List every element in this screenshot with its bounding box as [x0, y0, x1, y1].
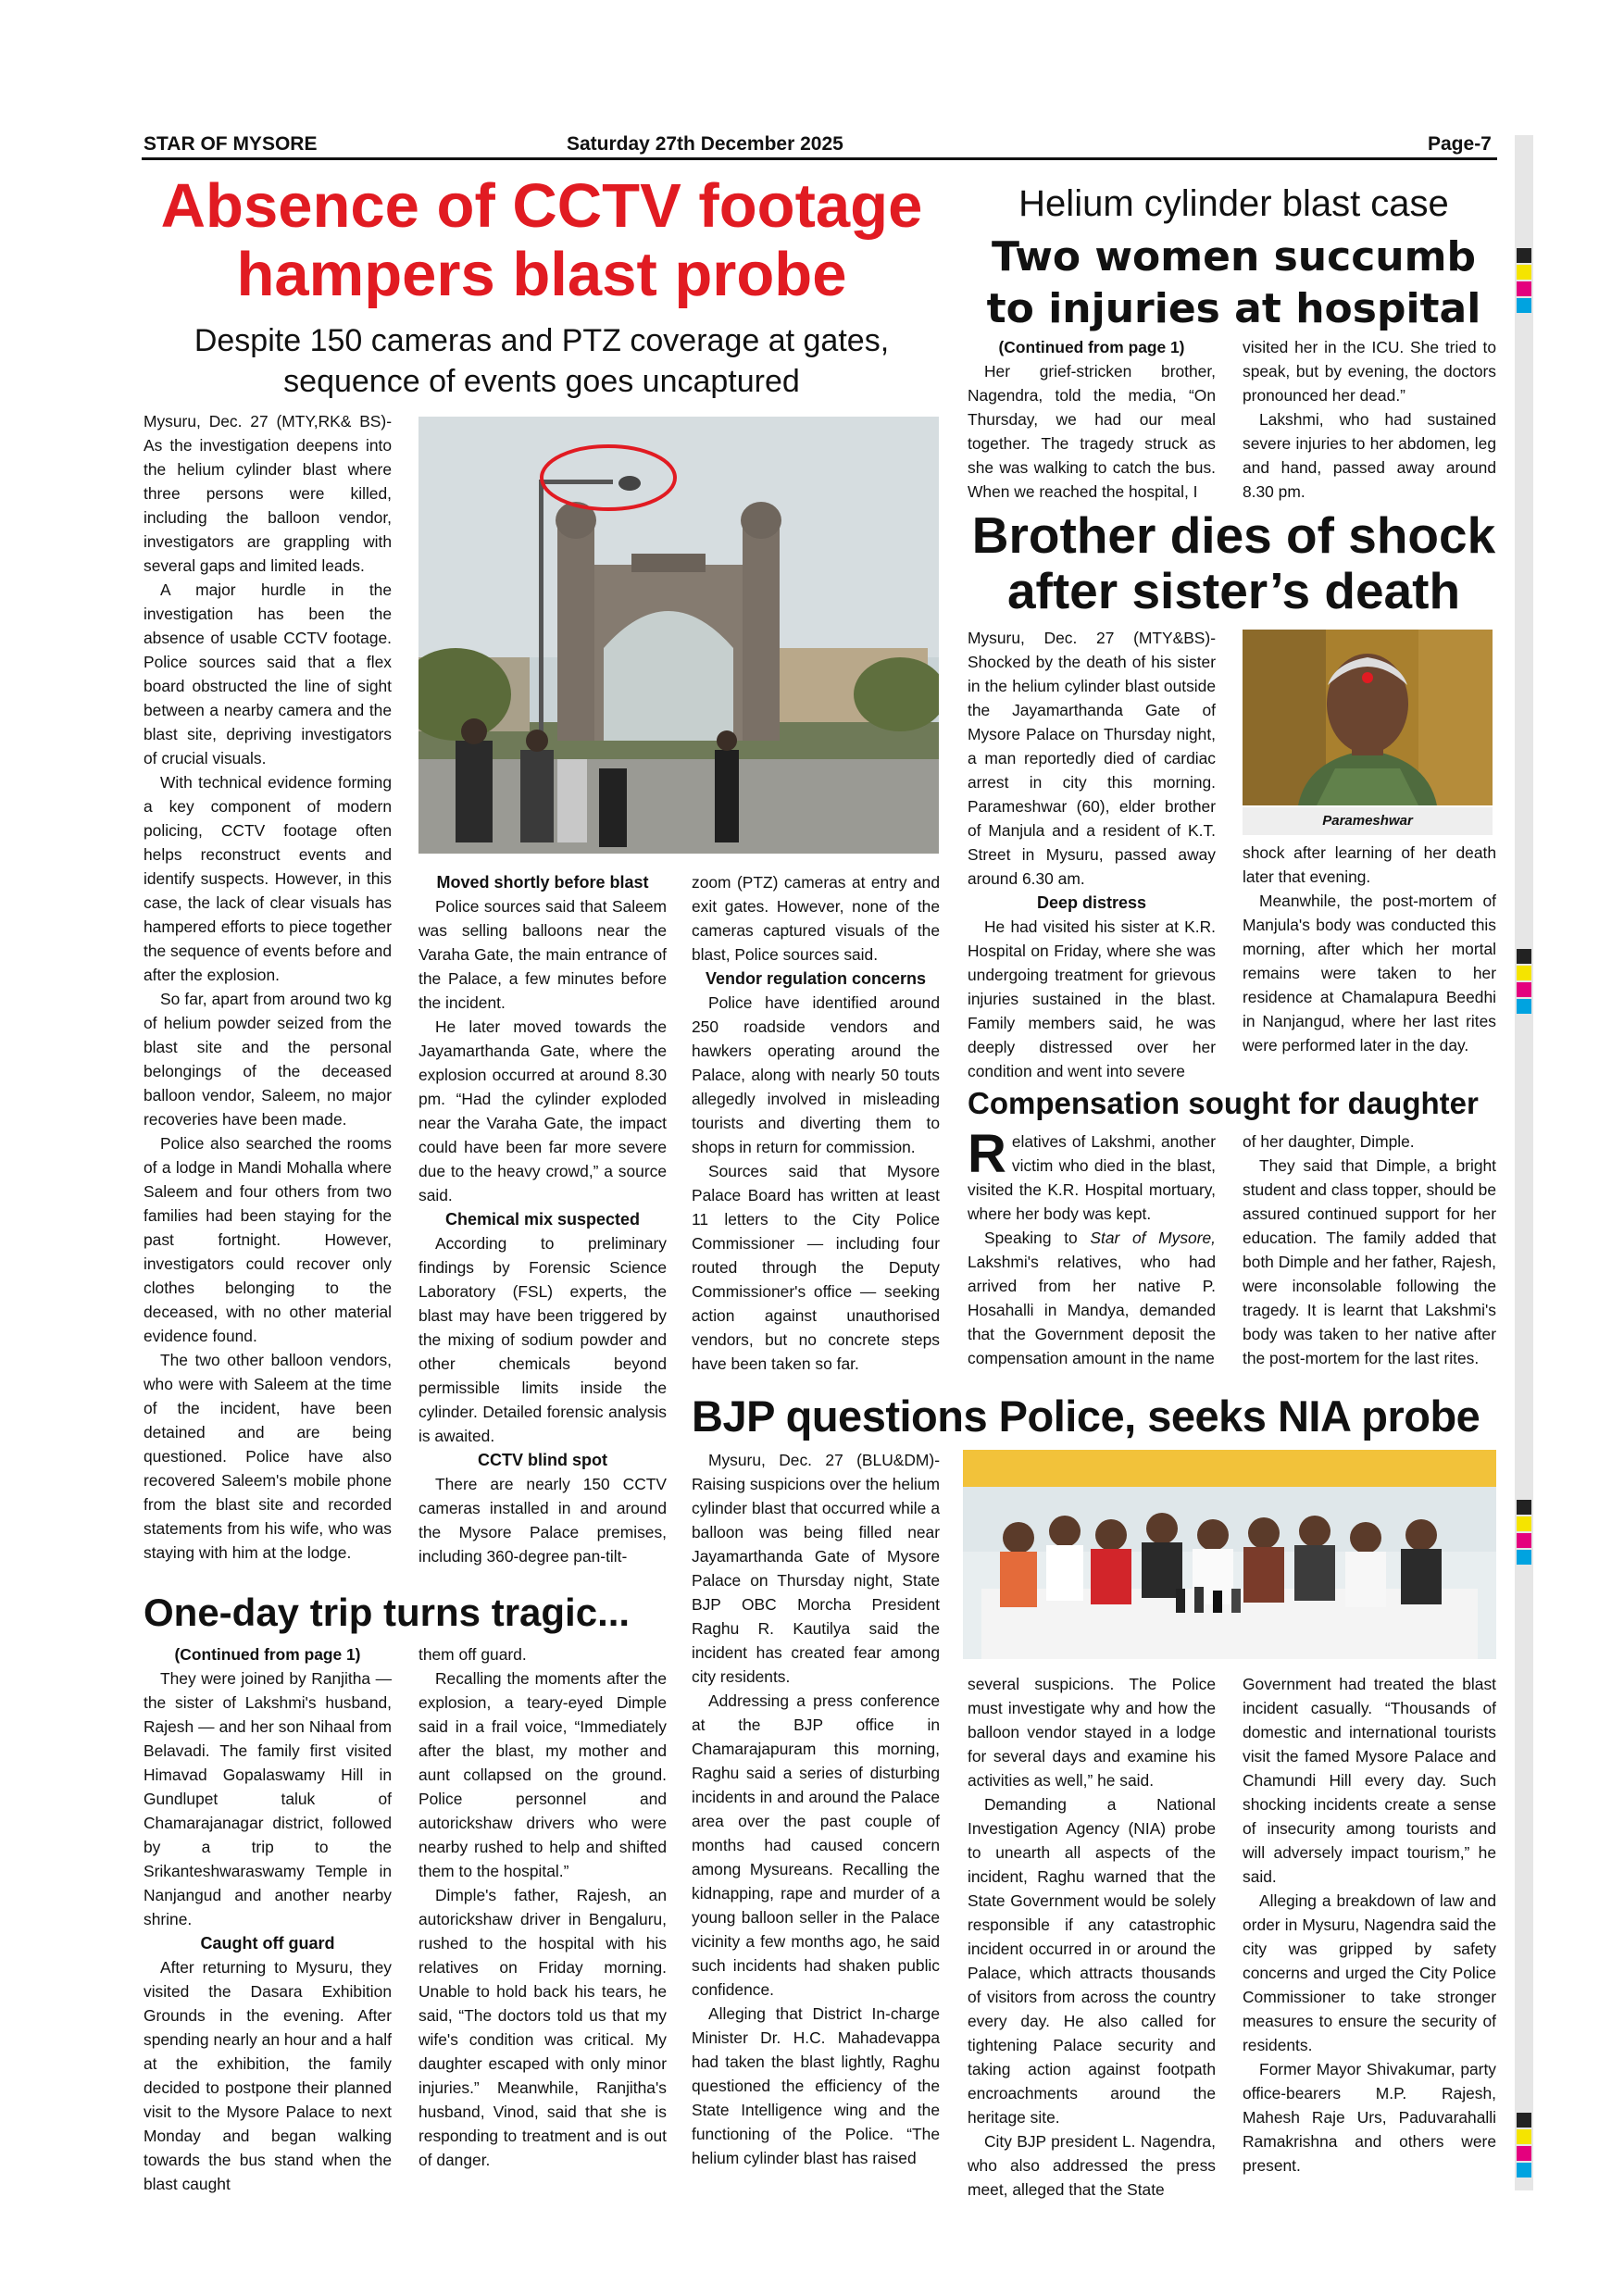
trip-headline: One-day trip turns tragic...: [144, 1591, 631, 1634]
women-column-2: [1243, 335, 1496, 507]
page-number: Page-7: [1428, 133, 1492, 155]
header-rule: [142, 157, 1497, 160]
paragraph-text: elatives of Lakshmi, another victim who died in the blast, visited the K.R. Hospital mortuary, where her body was kept.: [968, 1132, 1216, 1223]
paragraph: zoom (PTZ) cameras at entry and exit gates. However, none of the cameras captured visuals of the blast, Police sources said.: [692, 873, 940, 964]
subhead-caught: Caught off guard: [200, 1934, 335, 1953]
paragraph: The two other balloon vendors, who were with Saleem at the time of the incident, have been detained and are being questioned. Police have also recovered Saleem's mobile phone from the blast site and recorded statements from his wife, who was staying with him at the lodge.: [144, 1351, 392, 1562]
paragraph: Recalling the moments after the explosion, a teary-eyed Dimple said in a frail voice, “Immediately after the blast, my mother and aunt collapsed on the ground. Police personnel and autorickshaw drivers who were nearby rushed to help and shifted them to the hospital.”: [418, 1669, 667, 1880]
issue-date: Saturday 27th December 2025: [567, 133, 843, 155]
cctv-headline-line-1: Absence of CCTV footage: [160, 171, 923, 241]
paragraph: So far, apart from around two kg of helium powder seized from the blast site and the personal belongings of the deceased balloon vendor, Saleem, no major recoveries have been made.: [144, 990, 392, 1129]
registration-mark-black: [1517, 248, 1531, 263]
paragraph: several suspicions. The Police must investigate why and how the balloon vendor stayed in a lodge for several days and examine his activities as well,” he said.: [968, 1675, 1216, 1790]
brother-headline-line-2: after sister’s death: [1006, 562, 1461, 619]
press-meet-photo: [963, 1450, 1496, 1659]
bjp-headline: BJP questions Police, seeks NIA probe: [692, 1391, 1480, 1441]
registration-mark-magenta: [1517, 1533, 1531, 1548]
cctv-column-3: [692, 870, 940, 1398]
compensation-column-2: [1243, 1129, 1496, 1398]
bjp-column-2: [968, 1672, 1216, 2199]
paragraph: Addressing a press conference at the BJP office in Chamarajapuram this morning, Raghu said a series of disturbing incidents in and around the Palace area over the past couple of months had caused concern among Mysureans. Recalling the kidnapping, rape and murder of a young balloon seller in the Palace vicinity a few months ago, he said such incidents had shaken public confidence.: [692, 1691, 940, 1999]
drop-cap: R: [968, 1124, 1006, 1184]
subhead-chemical: Chemical mix suspected: [444, 1210, 641, 1229]
bjp-column-1: [692, 1448, 940, 2179]
paragraph: Former Mayor Shivakumar, party office-bearers M.P. Rajesh, Mahesh Raje Urs, Paduvarahalli Ramakrishna and others were present.: [1243, 2060, 1496, 2175]
brother-headline-line-1: Brother dies of shock: [971, 506, 1496, 564]
women-headline-line-2: to injuries at hospital: [986, 285, 1481, 332]
cctv-headline: [139, 172, 944, 309]
paragraph: Police sources said that Saleem was selling balloons near the Varaha Gate, the main entrance of the Palace, a few minutes before the incident.: [418, 897, 667, 1012]
subhead-distress: Deep distress: [1036, 893, 1147, 912]
registration-mark-black: [1517, 949, 1531, 964]
brother-column-2: [1243, 841, 1496, 1091]
paragraph: Dimple's father, Rajesh, an autorickshaw driver in Bengaluru, rushed to the hospital with his relatives on Friday morning. Unable to hold back his tears, he said, “The doctors told us that my wife's condition was critical. My daughter escaped with only minor injuries.” Meanwhile, Ranjitha's husband, Vinod, said that she is responding to treatment and is out of danger.: [418, 1886, 667, 2169]
registration-mark-black: [1517, 2113, 1531, 2128]
continued-label: (Continued from page 1): [174, 1645, 361, 1664]
cctv-deck-line-1: Despite 150 cameras and PTZ coverage at gates,: [194, 323, 890, 358]
parameshwar-photo: [1243, 630, 1493, 805]
paragraph: Mysuru, Dec. 27 (MTY,RK& BS)- As the investigation deepens into the helium cylinder blast where three persons were killed, including the balloon vendor, investigators are grappling with several gaps and limited leads.: [144, 412, 392, 575]
compensation-headline: Compensation sought for daughter: [968, 1086, 1479, 1120]
women-headline: [968, 231, 1500, 335]
press-meet-image: [963, 1450, 1496, 1659]
paragraph: Government had treated the blast incident casually. “Thousands of domestic and international tourists visit the famed Mysore Palace and Chamundi Hill every day. Such shocking incidents create a sense of insecurity among tourists and will adversely impact tourism,” he said.: [1243, 1675, 1496, 1886]
registration-mark-cyan: [1517, 999, 1531, 1014]
paragraph: There are nearly 150 CCTV cameras installed in and around the Mysore Palace premises, including 360-degree pan-tilt-: [418, 1475, 667, 1566]
paragraph: He later moved towards the Jayamarthanda Gate, where the explosion occurred at around 8.30 pm. “Had the cylinder exploded near the Varaha Gate, the impact could have been far more severe due to the heavy crowd,” a source said.: [418, 1017, 667, 1204]
paragraph: Her grief-stricken brother, Nagendra, told the media, “On Thursday, we had our meal together. The tragedy struck as she was walking to catch the bus. When we reached the hospital, I: [968, 362, 1216, 501]
paragraph: of her daughter, Dimple.: [1243, 1132, 1415, 1151]
palace-gate-photo: [418, 417, 939, 854]
paragraph: Police have identified around 250 roadside vendors and hawkers operating around the Palace, along with nearly 50 touts allegedly involved in misleading tourists and diverting them to shops in return for commission.: [692, 993, 940, 1156]
registration-mark-yellow: [1517, 2129, 1531, 2144]
cctv-headline-line-2: hampers blast probe: [236, 240, 847, 309]
paragraph: Alleging a breakdown of law and order in Mysuru, Nagendra said the city was gripped by safety concerns and urged the City Police Commissioner to take stronger measures to ensure the security of residents.: [1243, 1891, 1496, 2054]
paragraph: With technical evidence forming a key component of modern policing, CCTV footage often helps reconstruct events and identify suspects. However, in this case, the lack of clear visuals has hampered efforts to piece together the sequence of events before and after the explosion.: [144, 773, 392, 984]
paragraph: A major hurdle in the investigation has been the absence of usable CCTV footage. Police sources said that a flex board obstructed the line of sight between a nearby camera and the blast site, depriving investigators of crucial visuals.: [144, 580, 392, 767]
women-headline-line-1: Two women succumb: [992, 233, 1476, 281]
paragraph-text: Lakshmi's relatives, who had arrived from her native P. Hosahalli in Mandya, demanded that the Government deposit the compensation amount in the name: [968, 1253, 1216, 1367]
compensation-column-1: [968, 1124, 1216, 1398]
photo-caption: Parameshwar: [1243, 807, 1493, 835]
registration-mark-cyan: [1517, 2163, 1531, 2177]
paragraph: After returning to Mysuru, they visited the Dasara Exhibition Grounds in the evening. After spending nearly an hour and a half at the exhibition, the family decided to postpone their planned visit to the Mysore Palace to next Monday and began walking towards the bus stand when the blast caught: [144, 1958, 392, 2193]
paragraph: City BJP president L. Nagendra, who also addressed the press meet, alleged that the State: [968, 2132, 1216, 2199]
brother-column-1: [968, 626, 1216, 1089]
paragraph: shock after learning of her death later that evening.: [1243, 843, 1496, 886]
brother-headline: [968, 507, 1500, 618]
paper-name: STAR OF MYSORE: [144, 133, 318, 155]
paragraph: Mysuru, Dec. 27 (BLU&DM)- Raising suspicions over the helium cylinder blast that occurred while a balloon was being filled near Jayamarthanda Gate of Mysore Palace on Thursday night, State BJP OBC Morcha President Raghu R. Kautilya said the incident has created fear among city residents.: [692, 1451, 940, 1686]
bjp-column-3: [1243, 1672, 1496, 2181]
trip-column-2: [418, 1642, 667, 2176]
cctv-column-2: [418, 870, 667, 1602]
helium-kicker: Helium cylinder blast case: [1018, 183, 1449, 224]
paragraph: Police also searched the rooms of a lodge in Mandi Mohalla where Saleem and four others from two families had been staying for the past fortnight. However, investigators could recover only clothes belonging to the deceased, with no other material evidence found.: [144, 1134, 392, 1345]
registration-mark-magenta: [1517, 281, 1531, 296]
registration-mark-magenta: [1517, 2146, 1531, 2161]
cctv-deck-line-2: sequence of events goes uncaptured: [283, 364, 800, 399]
paragraph-text: Speaking to: [984, 1229, 1091, 1247]
subhead-vendor: Vendor regulation concerns: [705, 969, 927, 988]
registration-mark-cyan: [1517, 298, 1531, 313]
paragraph: They were joined by Ranjitha — the sister of Lakshmi's husband, Rajesh — and her son Nihaal from Belavadi. The family first visited Himavad Gopalaswamy Hill in Gundlupet taluk of Chamarajanagar district, followed by a trip to the Srikanteshwaraswamy Temple in Nanjangud and another nearby shrine.: [144, 1669, 392, 1928]
registration-mark-yellow: [1517, 966, 1531, 980]
paragraph: Alleging that District In-charge Minister Dr. H.C. Mahadevappa had taken the blast lightly, Raghu questioned the efficiency of the State Intelligence wing and the functioning of the Police. “The helium cylinder blast has raised: [692, 2004, 940, 2167]
portrait-image: [1243, 630, 1493, 805]
registration-mark-cyan: [1517, 1550, 1531, 1565]
registration-mark-black: [1517, 1500, 1531, 1515]
palace-gate-image: [418, 417, 939, 854]
registration-mark-magenta: [1517, 982, 1531, 997]
registration-strip: [1515, 135, 1533, 2190]
paragraph: visited her in the ICU. She tried to speak, but by evening, the doctors pronounced her dead.”: [1243, 338, 1496, 405]
paragraph: He had visited his sister at K.R. Hospital on Friday, where she was undergoing treatment for grievous injuries sustained in the blast. Family members said, he was deeply distressed over her condition and went into severe: [968, 917, 1216, 1080]
paragraph: Sources said that Mysore Palace Board has written at least 11 letters to the City Police Commissioner — including four routed through the Deputy Commissioner's office — seeking action against unauthorised vendors, but no concrete steps have been taken so far.: [692, 1162, 940, 1373]
paragraph: Meanwhile, the post-mortem of Manjula's body was conducted this morning, after which her mortal remains were taken to her residence at Chamalapura Beedhi in Nanjangud, where her last rites were performed later in the day.: [1243, 892, 1496, 1054]
paragraph: Mysuru, Dec. 27 (MTY&BS)- Shocked by the death of his sister in the helium cylinder blast outside the Jayamarthanda Gate of Mysore Palace on Thursday night, a man reportedly died of cardiac arrest in city this morning. Parameshwar (60), elder brother of Manjula and a resident of K.T. Street in Mysuru, passed away around 6.30 am.: [968, 629, 1216, 888]
subhead-cctv: CCTV blind spot: [478, 1451, 607, 1469]
registration-mark-yellow: [1517, 265, 1531, 280]
paragraph: Lakshmi, who had sustained severe injuries to her abdomen, leg and hand, passed away around 8.30 pm.: [1243, 410, 1496, 501]
paragraph: According to preliminary findings by Forensic Science Laboratory (FSL) experts, the blast may have been triggered by the mixing of sodium powder and other chemicals beyond permissible limits inside the cylinder. Detailed forensic analysis is awaited.: [418, 1234, 667, 1445]
continued-label: (Continued from page 1): [998, 338, 1185, 356]
trip-column-1: [144, 1642, 392, 2193]
cctv-deck: [139, 320, 944, 402]
cctv-column-1: [144, 409, 392, 1594]
subhead-moved: Moved shortly before blast: [436, 873, 649, 892]
newspaper-name: Star of Mysore,: [1090, 1229, 1216, 1247]
paragraph: Demanding a National Investigation Agency (NIA) probe to unearth all aspects of the incident, Raghu warned that the State Government would be solely responsible if any catastrophic incident occurred in or around the Palace, which attracts thousands of visitors from across the country every day. He also called for tightening Palace security and taking action against footpath encroachments around the heritage site.: [968, 1795, 1216, 2127]
paragraph: them off guard.: [418, 1645, 527, 1664]
registration-mark-yellow: [1517, 1516, 1531, 1531]
paragraph: They said that Dimple, a bright student and class topper, should be assured continued support for her education. The family added that both Dimple and her father, Rajesh, were inconsolable following the tragedy. It is learnt that Lakshmi's body was taken to her native after the post-mortem for the last rites.: [1243, 1156, 1496, 1367]
women-column-1: [968, 335, 1216, 507]
